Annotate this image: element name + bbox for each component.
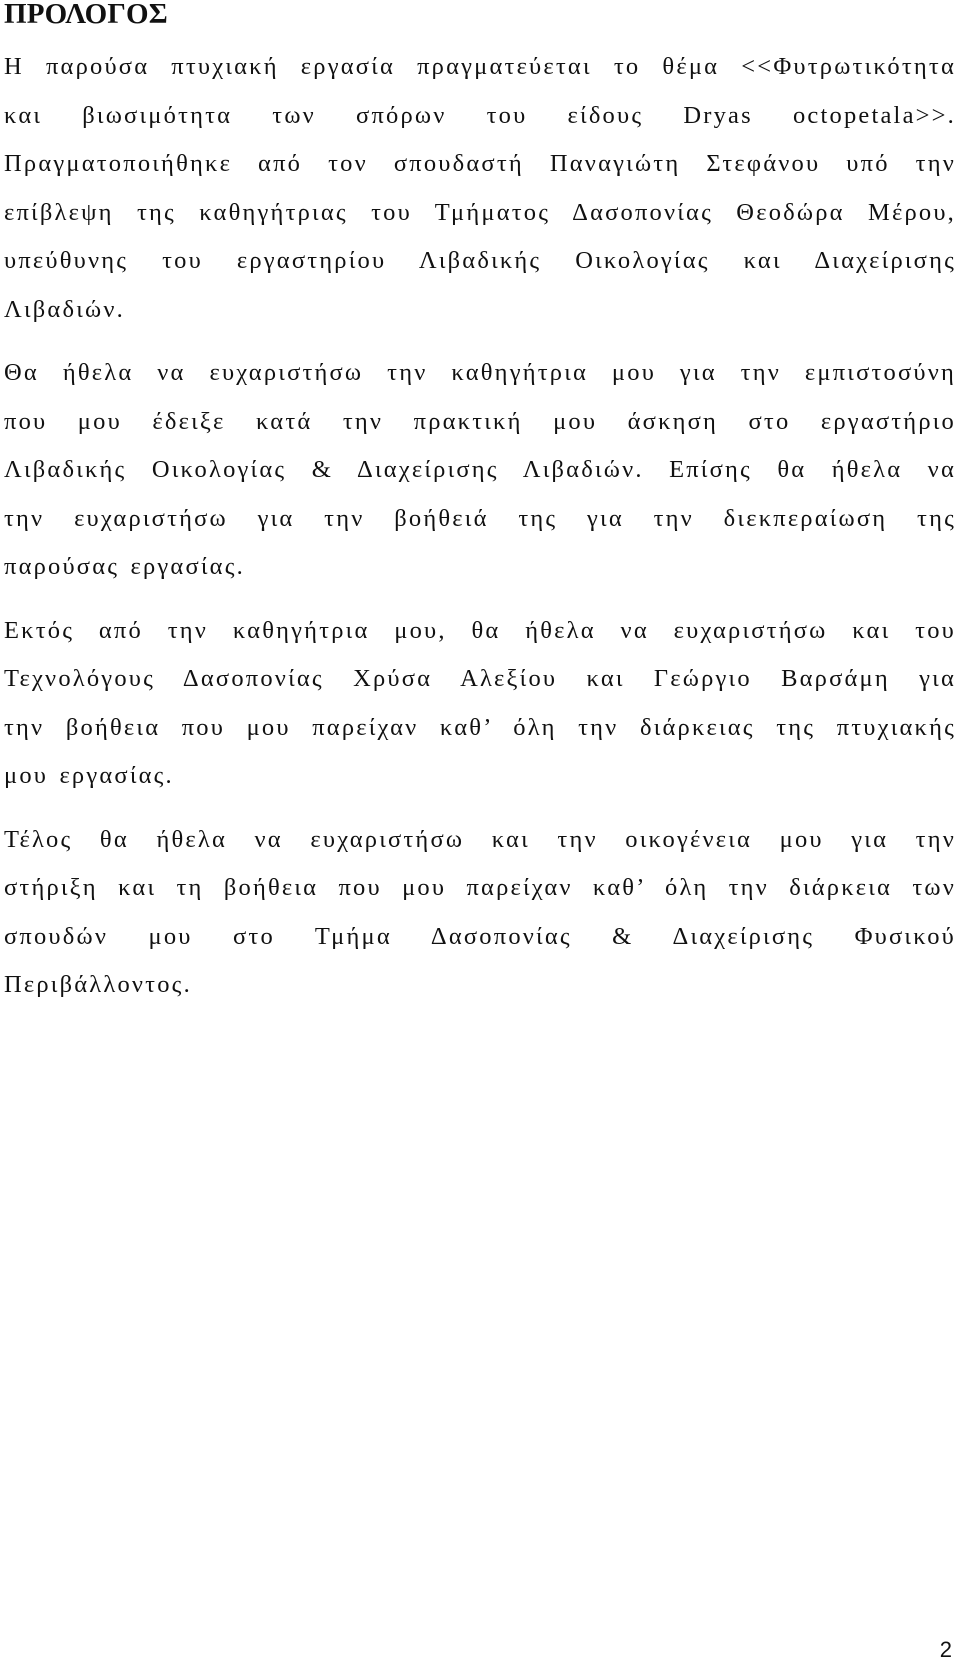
paragraph-thanks-family: [4, 816, 956, 1010]
text-line: στήριξη και τη βοήθεια που μου παρείχαν καθ’ όλη την διάρκεια των: [4, 874, 956, 901]
text-line: Τέλος θα ήθελα να ευχαριστήσω και την οικογένεια μου για την: [4, 825, 956, 853]
body-text: [4, 43, 956, 1025]
paragraph-thanks-technologists: [4, 607, 956, 801]
text-line: Περιβάλλοντος.: [4, 971, 192, 998]
text-line: παρούσας εργασίας.: [4, 553, 245, 580]
text-line: Η παρούσα πτυχιακή εργασία πραγματεύεται το θέμα <<Φυτρωτικότητα: [4, 53, 956, 80]
text-line: Λιβαδιών.: [4, 295, 125, 323]
text-line: Τεχνολόγους Δασοπονίας Χρύσα Αλεξίου και Γεώργιο Βαρσάμη για: [4, 665, 956, 692]
text-line: και βιωσιμότητα των σπόρων του είδους Dryas octopetala>>.: [4, 101, 956, 129]
text-line: Λιβαδικής Οικολογίας & Διαχείρισης Λιβαδιών. Επίσης θα ήθελα να: [4, 456, 956, 483]
text-line: υπεύθυνης του εργαστηρίου Λιβαδικής Οικολογίας και Διαχείρισης: [4, 247, 956, 274]
text-line: επίβλεψη της καθηγήτριας του Τμήματος Δασοπονίας Θεοδώρα Μέρου,: [4, 198, 956, 226]
text-line: Θα ήθελα να ευχαριστήσω την καθηγήτρια μου για την εμπιστοσύνη: [4, 359, 956, 386]
paragraph-thanks-supervisor: [4, 349, 956, 592]
text-line: μου εργασίας.: [4, 762, 174, 789]
text-line: την ευχαριστήσω για την βοήθειά της για την διεκπεραίωση της: [4, 504, 956, 532]
page-heading: ΠΡΟΛΟΓΟΣ: [4, 0, 168, 30]
text-line: Εκτός από την καθηγήτρια μου, θα ήθελα να ευχαριστήσω και του: [4, 616, 956, 644]
paragraph-intro: [4, 43, 956, 334]
page-number: 2: [939, 1637, 952, 1662]
text-line: την βοήθεια που μου παρείχαν καθ’ όλη την διάρκειας της πτυχιακής: [4, 713, 956, 741]
text-line: που μου έδειξε κατά την πρακτική μου άσκηση στο εργαστήριο: [4, 407, 956, 435]
text-line: σπουδών μου στο Τμήμα Δασοπονίας & Διαχείρισης Φυσικού: [4, 922, 956, 950]
text-line: Πραγματοποιήθηκε από τον σπουδαστή Παναγιώτη Στεφάνου υπό την: [4, 150, 956, 177]
